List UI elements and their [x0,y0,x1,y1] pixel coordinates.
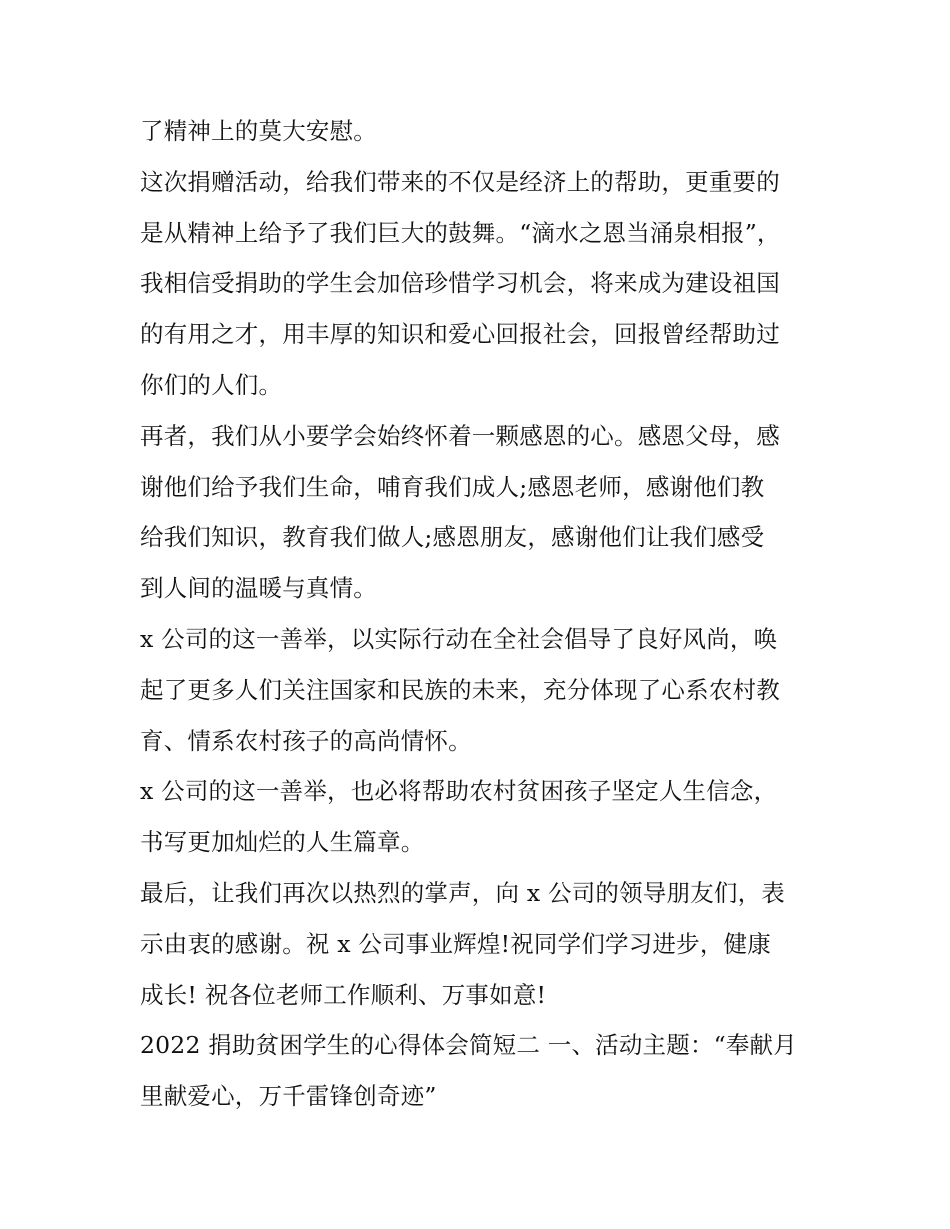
text-line: 你们的人们。 [140,370,283,399]
text-line: 了精神上的莫大安慰。 [140,117,377,145]
text-line: 是从精神上给予了我们巨大的鼓舞。“滴水之恩当涌泉相报”， [140,218,781,247]
text-line: 2022 捐助贫困学生的心得体会简短二 一、活动主题：“奉献月 [140,1031,797,1060]
document-body [140,106,820,1122]
text-line: 到人间的温暖与真情。 [140,574,377,603]
text-line: 我相信受捐助的学生会加倍珍惜学习机会，将来成为建设祖国 [140,269,780,298]
text-line: 起了更多人们关注国家和民族的未来，充分体现了心系农村教 [140,675,780,704]
text-line: 书写更加灿烂的人生篇章。 [140,828,425,857]
text-line: 给我们知识，教育我们做人;感恩朋友，感谢他们让我们感受 [140,523,765,552]
text-line: 育、情系农村孩子的高尚情怀。 [140,726,472,755]
text-line: 这次捐赠活动，给我们带来的不仅是经济上的帮助，更重要的 [140,167,780,196]
text-line: 成长! 祝各位老师工作顺利、万事如意! [140,980,547,1009]
text-line: x 公司的这一善举，也必将帮助农村贫困孩子坚定人生信念， [140,777,778,806]
text-line: 的有用之才，用丰厚的知识和爱心回报社会，回报曾经帮助过 [140,320,780,349]
text-line: 再者，我们从小要学会始终怀着一颗感恩的心。感恩父母，感 [140,421,780,450]
text-line: 里献爱心，万千雷锋创奇迹” [140,1082,437,1111]
text-line: 示由衷的感谢。祝 x 公司事业辉煌!祝同学们学习进步，健康 [140,929,771,958]
text-line: x 公司的这一善举，以实际行动在全社会倡导了良好风尚，唤 [140,624,778,653]
text-line: 最后，让我们再次以热烈的掌声，向 x 公司的领导朋友们，表 [140,878,785,907]
text-line: 谢他们给予我们生命，哺育我们成人;感恩老师，感谢他们教 [140,472,765,501]
